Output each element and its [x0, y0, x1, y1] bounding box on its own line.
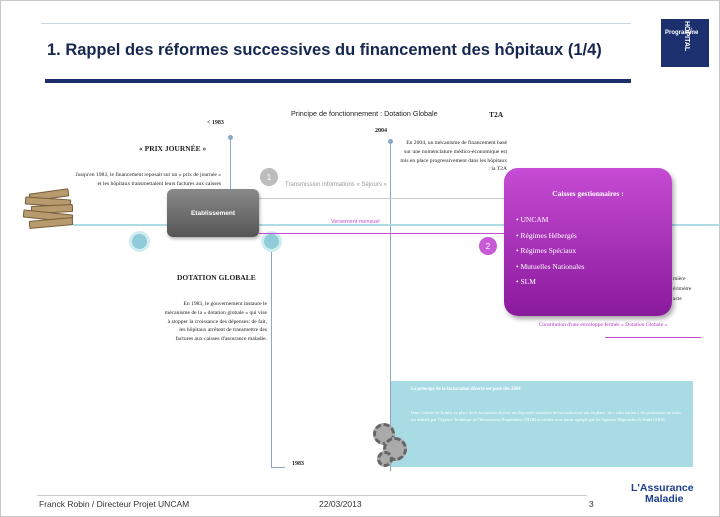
prix-journee-text: Jusqu'en 1983, le financement reposait sur un « prix de journée » et les hôpitaux transmettaient leurs factures aux caisses	[75, 172, 221, 187]
timeline-pin	[388, 139, 393, 144]
prix-journee-title: « PRIX JOURNÉE »	[139, 144, 207, 153]
transmission-label: Transmission informations « Séjours »	[285, 182, 387, 188]
cut-off-text	[673, 274, 691, 304]
caisse-item: • Régimes Spéciaux	[516, 243, 584, 259]
logo-vertical-text: HÔPITAL	[683, 21, 690, 52]
gear-icon	[377, 451, 393, 467]
t2a-label: T2A	[489, 110, 504, 119]
brand-line-1: L'Assurance	[631, 482, 694, 494]
timeline-1983-bottom-line	[271, 247, 272, 467]
caisses-title: Caisses gestionnaires :	[552, 189, 624, 198]
title-underline	[45, 79, 631, 83]
step-2-badge: 2	[479, 237, 497, 255]
fragment: acte	[673, 296, 682, 302]
top-rule	[41, 23, 631, 24]
fragment: érimètre	[673, 286, 692, 292]
logo-text: Programme	[665, 30, 699, 36]
fragment: mière	[673, 276, 686, 282]
page-title: 1. Rappel des réformes successives du financement des hôpitaux (1/4)	[47, 41, 602, 59]
dotation-globale-text: En 1983, le gouvernement instaure le mécanisme de la « dotation globale » qui vise à stopper la croissance des dépenses: de fait, les hôpitaux arrêtent de transmettre des factures aux caisses d'assurance maladie.	[164, 301, 267, 343]
step-1-badge: 1	[260, 168, 278, 186]
principle-label: Principe de fonctionnement : Dotation Globale	[291, 109, 438, 118]
programme-hopital-logo	[661, 19, 709, 67]
assurance-maladie-logo	[631, 483, 694, 505]
caisse-item: • Mutuelles Nationales	[516, 259, 584, 275]
caisse-item: • Régimes Hébergés	[516, 228, 584, 244]
footer-rule	[37, 495, 587, 496]
caisse-item: • SLM	[516, 274, 584, 290]
dotation-globale-title: DOTATION GLOBALE	[177, 273, 256, 282]
info-box-body: Dans l'attente de la mise en place de la facturation directe, un dispositif transitoire de facturation est mis en place : la « valorisation » des prestations de soins est réalisée par l'Agence Technique de l'Information Hospitalière (ATIH) et validée sous forme agrégée par les Agences Régionales de Santé (ARS).	[411, 410, 681, 422]
paper-pile-icon	[23, 189, 75, 229]
t2a-text: En 2004, un mécanisme de financement basé sur une nomenclature médico-économique est mis en place progressivement dans les hôpitaux : la T2A	[400, 140, 507, 173]
caisses-gestionnaires-box	[504, 168, 672, 316]
transmission-arrow	[259, 198, 505, 199]
year-2004: 2004	[375, 128, 387, 134]
timeline-1983-bottom-tick	[271, 467, 285, 468]
etablissement-box: Etablissement	[167, 189, 259, 237]
versement-label: Versement mensuel	[331, 219, 380, 225]
timeline-node	[261, 231, 282, 252]
timeline-1983-top-line	[230, 137, 231, 189]
page-number: 3	[589, 499, 594, 509]
timeline-pin	[228, 135, 233, 140]
facturation-info-box	[391, 381, 693, 467]
year-1983: 1983	[292, 461, 304, 467]
brand-line-2: Maladie	[645, 493, 684, 505]
caisse-item: • UNCAM	[516, 212, 584, 228]
footer-author: Franck Robin / Directeur Projet UNCAM	[39, 499, 190, 509]
versement-arrow	[259, 233, 505, 234]
caisses-list	[516, 212, 584, 290]
enveloppe-line	[605, 337, 701, 338]
year-before-1983: < 1983	[207, 120, 224, 126]
info-box-heading: Le principe de la facturation directe est posé dès 2004	[411, 387, 521, 392]
enveloppe-label: Constitution d'une enveloppe fermée « Dotation Globale »	[538, 322, 668, 328]
footer-date: 22/03/2013	[319, 499, 362, 509]
timeline-node	[129, 231, 150, 252]
